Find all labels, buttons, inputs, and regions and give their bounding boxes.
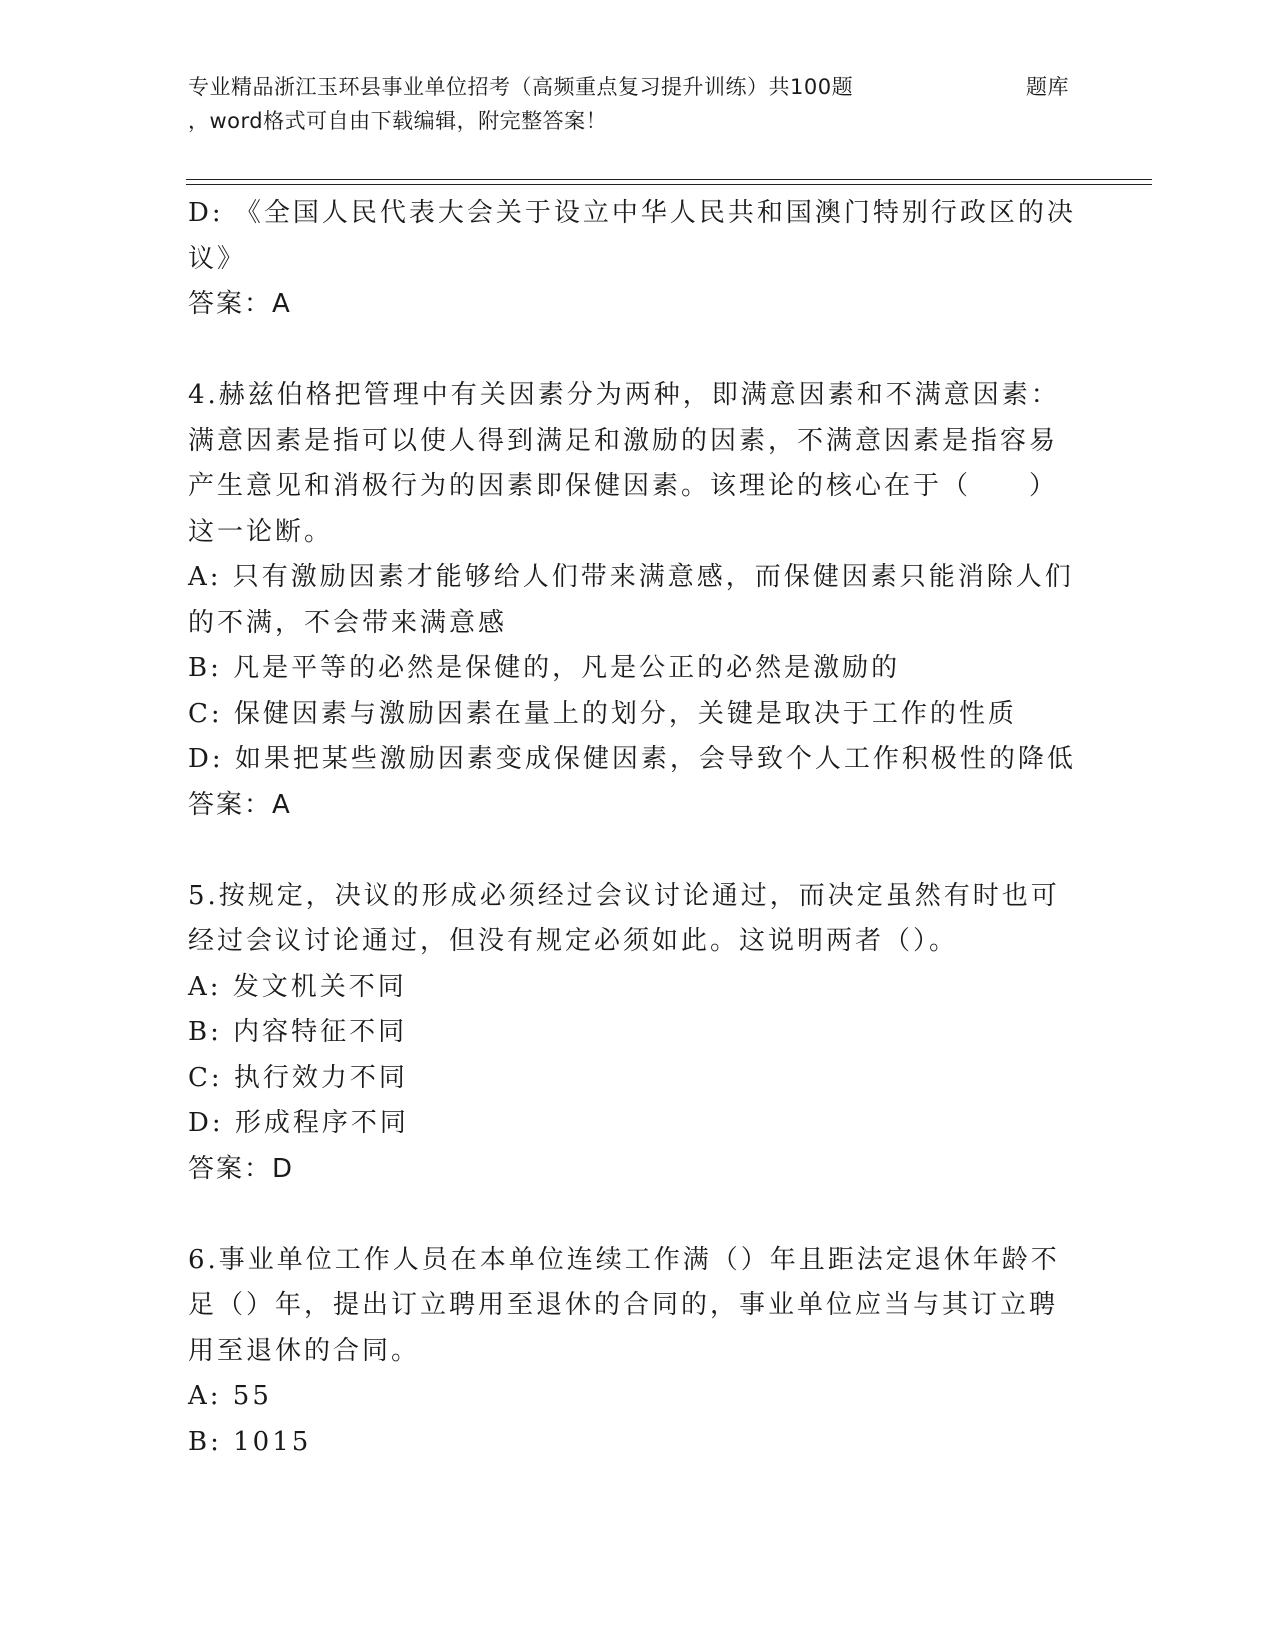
option-d-continued: 议》 bbox=[188, 243, 247, 274]
answer: 答案：A bbox=[188, 789, 292, 820]
question-stem: 6.事业单位工作人员在本单位连续工作满（）年且距法定退休年龄不 bbox=[188, 1244, 1060, 1275]
spacer bbox=[188, 1192, 1088, 1238]
option-d: D: 如果把某些激励因素变成保健因素，会导致个人工作积极性的降低 bbox=[188, 744, 1076, 774]
question-stem: 满意因素是指可以使人得到满足和激励的因素，不满意因素是指容易 bbox=[188, 425, 1059, 456]
option-b: B: 内容特征不同 bbox=[188, 1017, 408, 1047]
option-b: B: 1015 bbox=[188, 1426, 312, 1457]
answer: 答案：A bbox=[188, 289, 292, 319]
question-stem: 足（）年，提出订立聘用至退休的合同的，事业单位应当与其订立聘 bbox=[188, 1290, 1059, 1320]
option-a: A: 发文机关不同 bbox=[188, 971, 407, 1002]
question-stem: 产生意见和消极行为的因素即保健因素。该理论的核心在于（ ） bbox=[188, 471, 1059, 501]
spacer bbox=[188, 328, 1088, 374]
question-stem: 用至退休的合同。 bbox=[188, 1335, 421, 1366]
answer: 答案：D bbox=[188, 1153, 295, 1184]
question-6 bbox=[188, 1238, 1088, 1466]
spacer bbox=[188, 828, 1088, 874]
question-3 bbox=[188, 191, 1088, 328]
option-d: D: 形成程序不同 bbox=[188, 1108, 409, 1138]
page-header bbox=[188, 70, 1088, 138]
option-d: D: 《全国人民代表大会关于设立中华人民共和国澳门特别行政区的决 bbox=[188, 198, 1076, 228]
header-divider-bottom bbox=[186, 184, 1152, 185]
option-a-continued: 的不满，不会带来满意感 bbox=[188, 607, 508, 638]
option-b: B: 凡是平等的必然是保健的，凡是公正的必然是激励的 bbox=[188, 653, 901, 683]
option-c: C: 保健因素与激励因素在量上的划分，关键是取决于工作的性质 bbox=[188, 698, 1017, 729]
option-a: A: 55 bbox=[188, 1381, 272, 1411]
option-a: A: 只有激励因素才能够给人们带来满意感，而保健因素只能消除人们 bbox=[188, 562, 1074, 592]
question-stem: 5.按规定，决议的形成必须经过会议讨论通过，而决定虽然有时也可 bbox=[188, 880, 1060, 911]
question-stem: 这一论断。 bbox=[188, 516, 334, 547]
document-body bbox=[188, 191, 1088, 1465]
header-divider-top bbox=[186, 179, 1152, 180]
header-title-line bbox=[188, 70, 1088, 104]
option-c: C: 执行效力不同 bbox=[188, 1062, 408, 1093]
question-stem: 经过会议讨论通过，但没有规定必须如此。这说明两者（）。 bbox=[188, 926, 959, 956]
question-4 bbox=[188, 373, 1088, 828]
question-5 bbox=[188, 874, 1088, 1193]
header-tag: 题库 bbox=[1026, 75, 1069, 99]
header-subtitle: ，word格式可自由下载编辑，附完整答案！ bbox=[188, 109, 608, 133]
header-title: 专业精品浙江玉环县事业单位招考（高频重点复习提升训练）共100题 bbox=[188, 75, 854, 99]
question-stem: 4.赫兹伯格把管理中有关因素分为两种，即满意因素和不满意因素： bbox=[188, 380, 1060, 410]
